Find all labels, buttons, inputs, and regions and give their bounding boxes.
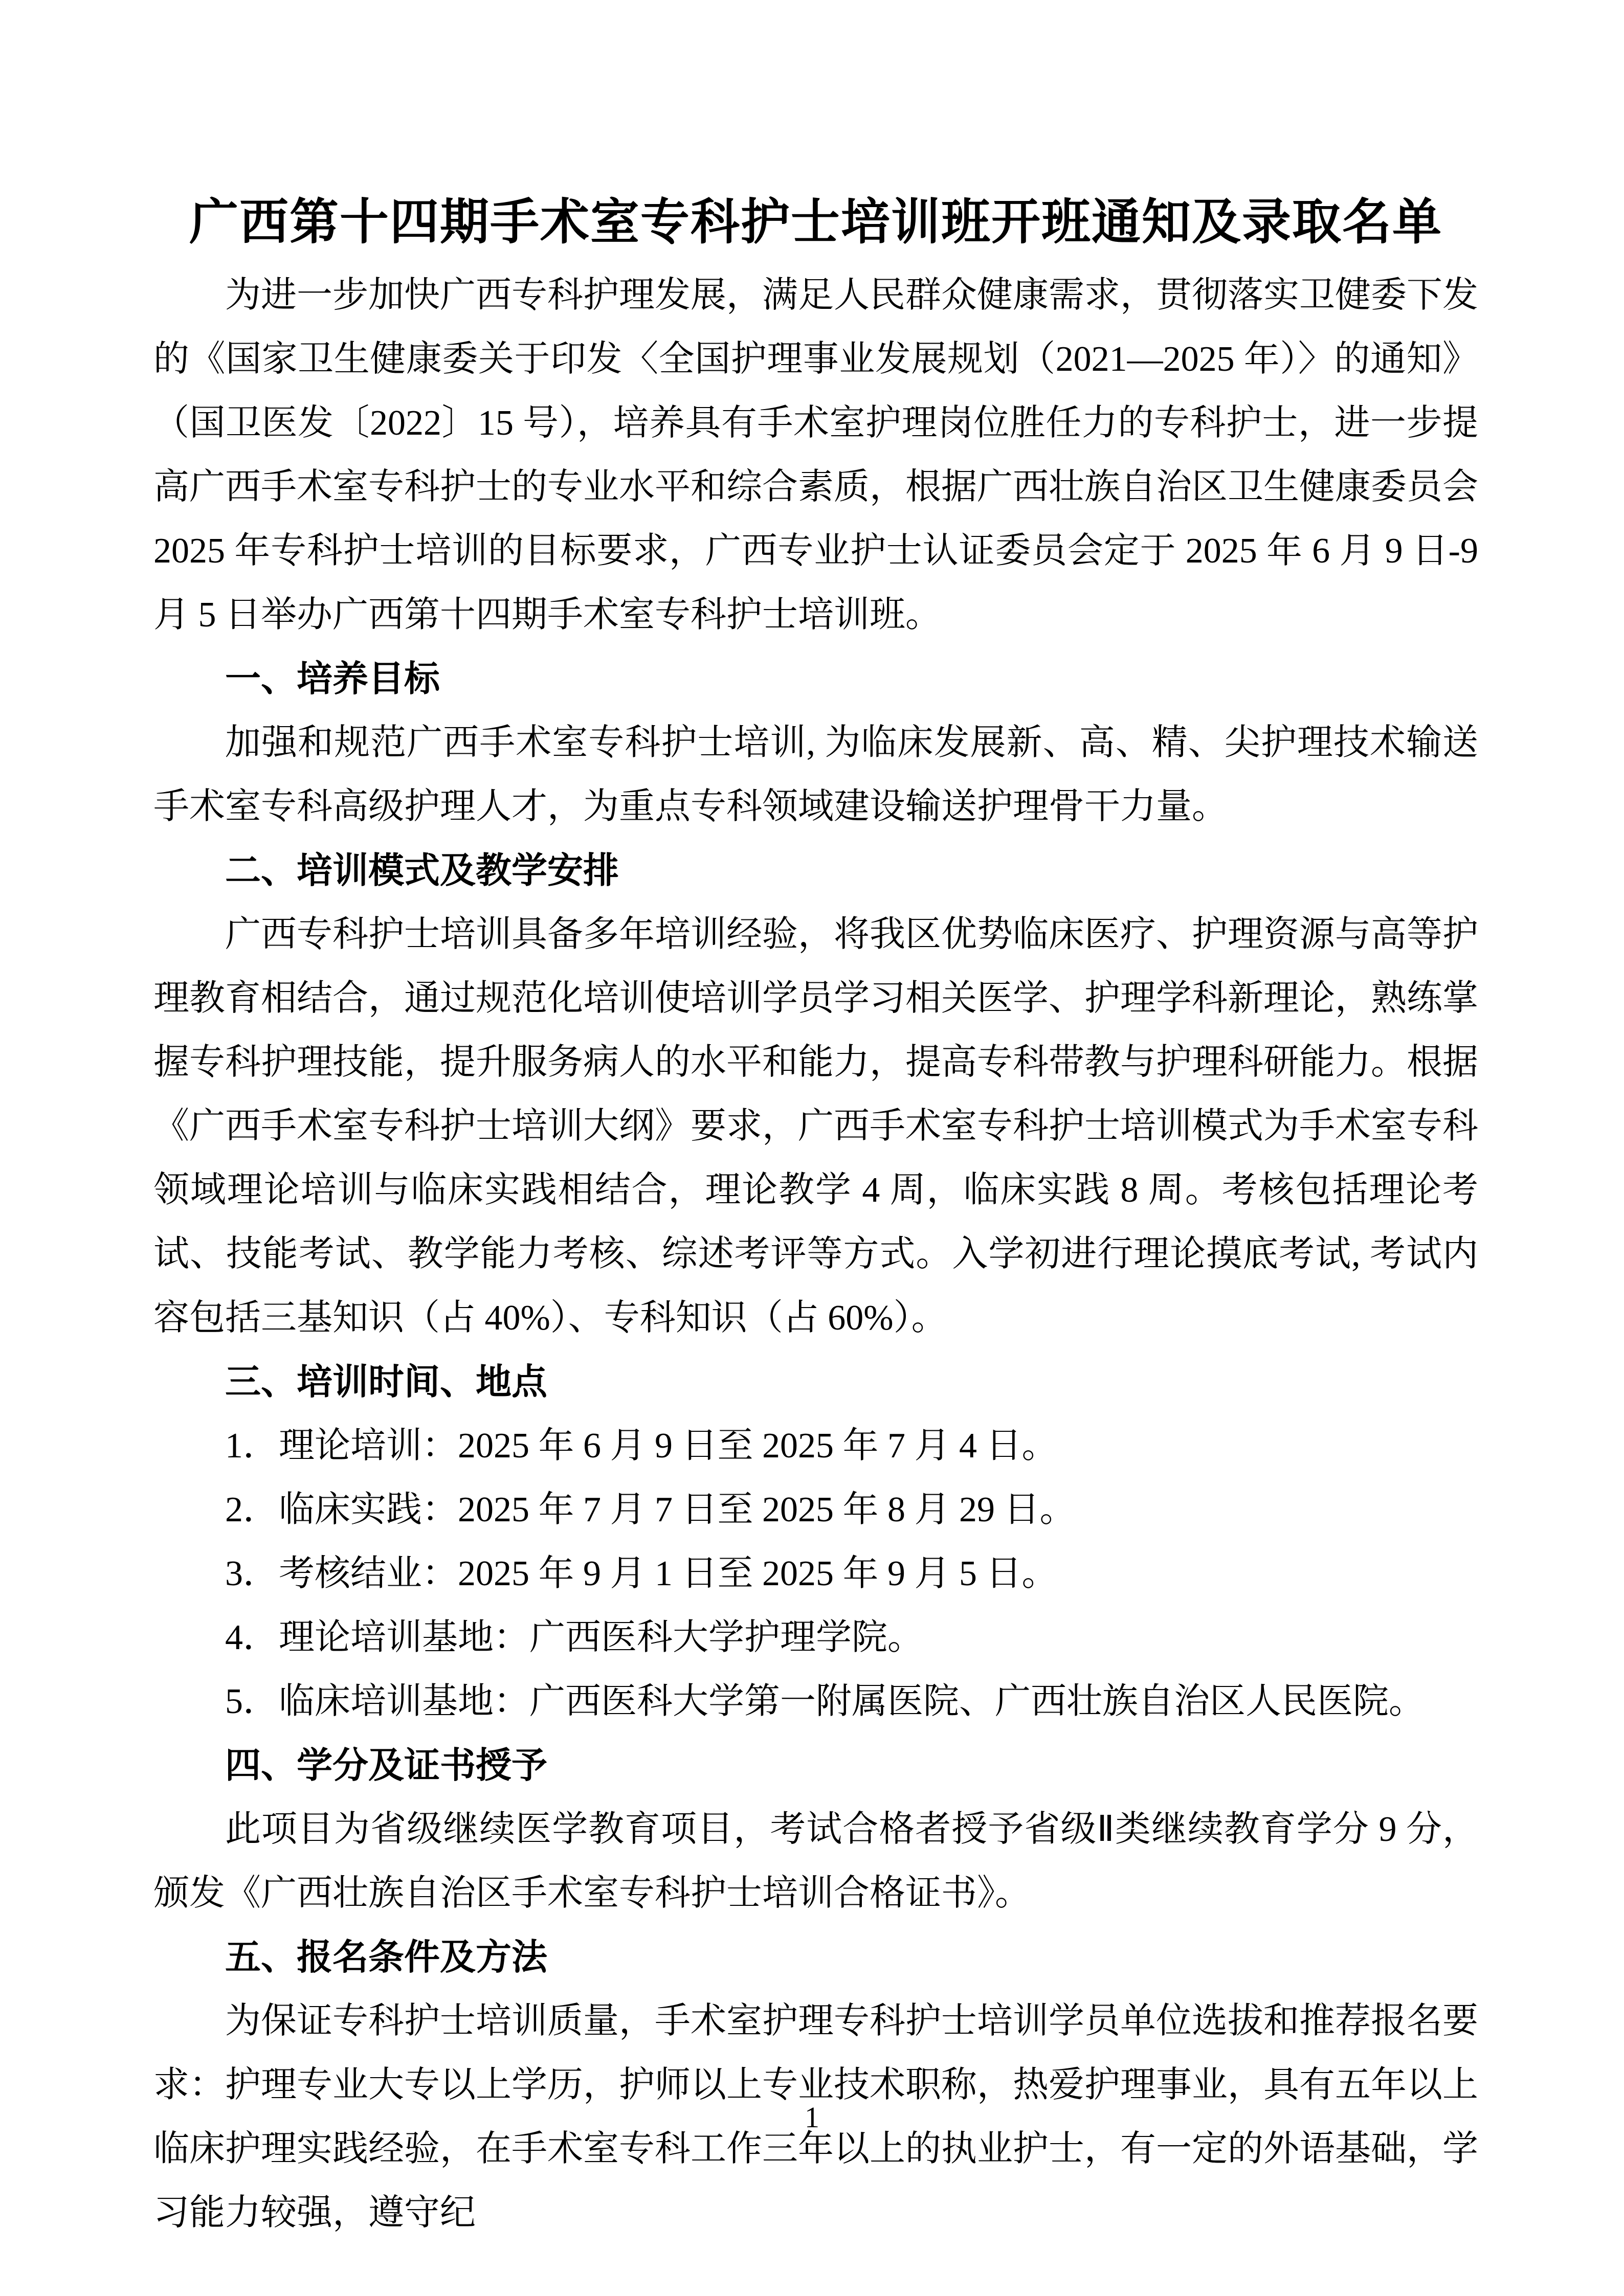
list-item-clinical-practice: 2．临床实践：2025 年 7 月 7 日至 2025 年 8 月 29 日。 [225, 1490, 1076, 1529]
list-item-theory-base: 4．理论培训基地：广西医科大学护理学院。 [225, 1618, 923, 1657]
page-number: 1 [805, 2101, 819, 2134]
intro-paragraph: 为进一步加快广西专科护理发展，满足人民群众健康需求，贯彻落实卫健委下发的《国家卫生健康委关于印发〈全国护理事业发展规划（2021—2025 年）〉的通知》（国卫医发〔2022〕15 号），培养具有手术室护理岗位胜任力的专科护士，进一步提高广西手术室专科护士的专业水平和综合素质，根据广西壮族自治区卫生健康委员会 2025 年专科护士培训的目标要求，广西专业护士认证委员会定于 2025 年 6 月 9 日-9 月 5 日举办广西第十四期手术室专科护士培训班。 [153, 276, 1478, 635]
list-item-assessment: 3．考核结业：2025 年 9 月 1 日至 2025 年 9 月 5 日。 [225, 1554, 1058, 1593]
list-item-theory-training: 1．理论培训：2025 年 6 月 9 日至 2025 年 7 月 4 日。 [225, 1426, 1058, 1466]
section-1-paragraph: 加强和规范广西手术室专科护士培训, 为临床发展新、高、精、尖护理技术输送手术室专科高级护理人才，为重点专科领域建设输送护理骨干力量。 [153, 723, 1478, 826]
section-5-paragraph: 为保证专科护士培训质量，手术室护理专科护士培训学员单位选拔和推荐报名要求：护理专业大专以上学历，护师以上专业技术职称，热爱护理事业，具有五年以上临床护理实践经验，在手术室专科工作三年以上的执业护士，有一定的外语基础，学习能力较强，遵守纪 [153, 2001, 1478, 2233]
section-1-heading: 一、培养目标 [225, 659, 440, 699]
section-5-heading: 五、报名条件及方法 [225, 1937, 547, 1977]
section-2-heading: 二、培训模式及教学安排 [225, 850, 619, 890]
section-2-paragraph: 广西专科护士培训具备多年培训经验，将我区优势临床医疗、护理资源与高等护理教育相结合，通过规范化培训使培训学员学习相关医学、护理学科新理论，熟练掌握专科护理技能，提升服务病人的水平和能力，提高专科带教与护理科研能力。根据《广西手术室专科护士培训大纲》要求，广西手术室专科护士培训模式为手术室专科领域理论培训与临床实践相结合，理论教学 4 周，临床实践 8 周。考核包括理论考试、技能考试、教学能力考核、综述考评等方式。入学初进行理论摸底考试, 考试内容包括三基知识（占 40%）、专科知识（占 60%）。 [153, 915, 1478, 1338]
document-title: 广西第十四期手术室专科护士培训班开班通知及录取名单 [189, 195, 1442, 250]
list-item-clinical-base: 5．临床培训基地：广西医科大学第一附属医院、广西壮族自治区人民医院。 [225, 1682, 1425, 1721]
section-4-paragraph: 此项目为省级继续医学教育项目，考试合格者授予省级Ⅱ类继续教育学分 9 分，颁发《广西壮族自治区手术室专科护士培训合格证书》。 [153, 1810, 1478, 1913]
section-4-heading: 四、学分及证书授予 [225, 1745, 547, 1785]
section-3-heading: 三、培训时间、地点 [225, 1362, 547, 1402]
